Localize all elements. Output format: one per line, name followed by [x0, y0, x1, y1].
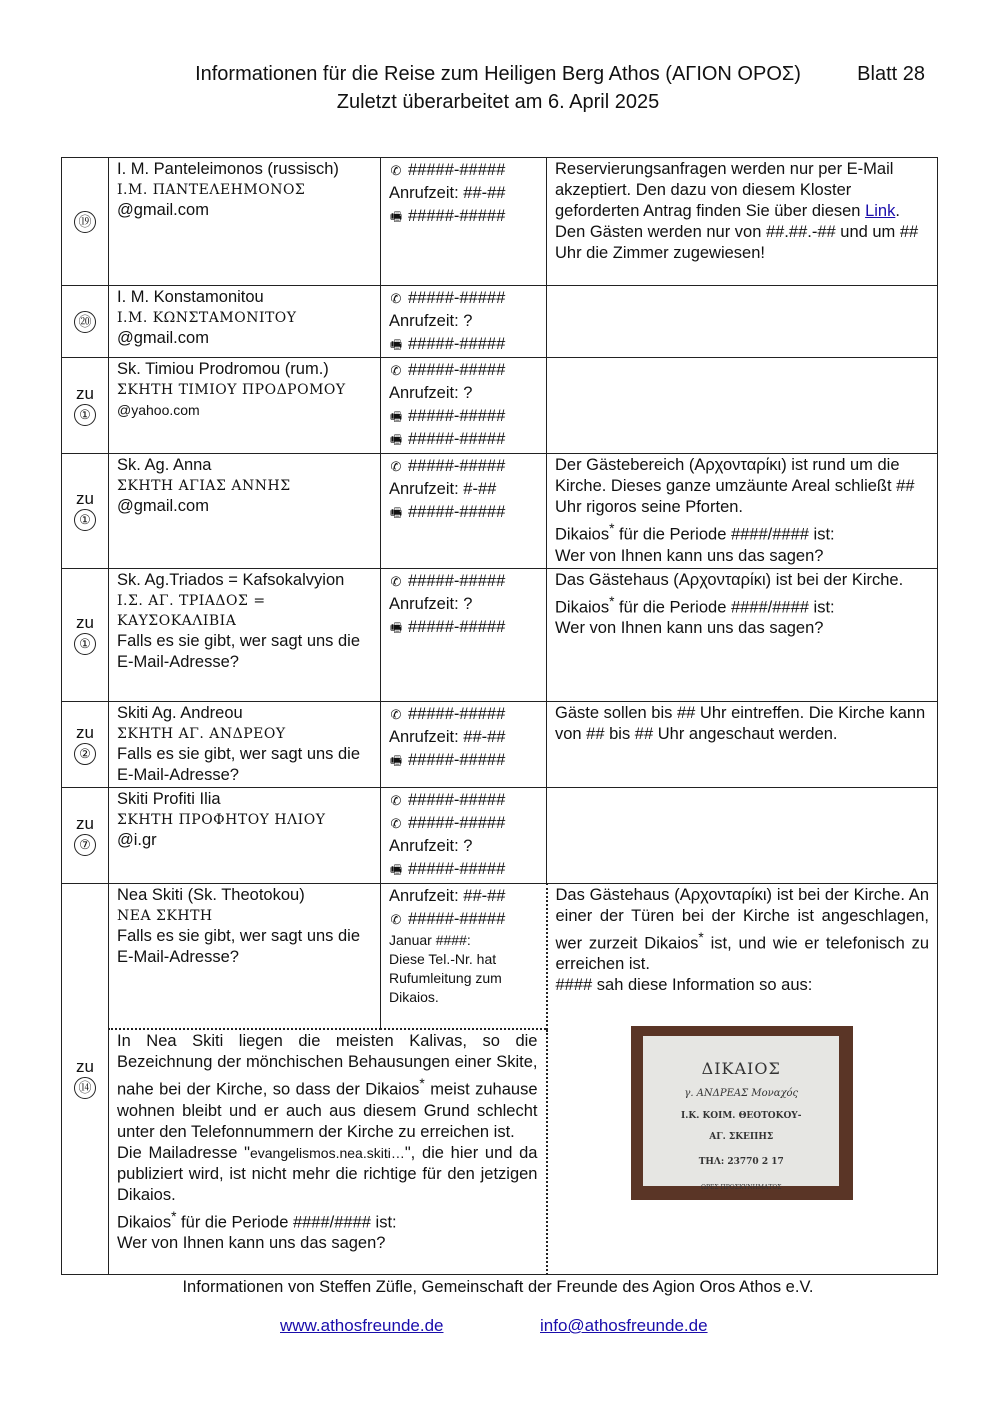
- contact-cell: [381, 787, 547, 883]
- monastery-cell: [109, 787, 381, 883]
- email-link[interactable]: info@athosfreunde.de: [540, 1316, 708, 1335]
- monastery-cell: [109, 358, 381, 454]
- notes-cell: Gäste sollen bis ## Uhr eintreffen. Die Kirche kann von ## bis ## Uhr angeschaut werden.: [547, 701, 938, 787]
- phone-icon: ✆: [390, 911, 402, 927]
- greek-name: ΣΚΗΤΗ ΑΓ. ΑΝΔΡΕΟΥ: [117, 725, 286, 742]
- fax-icon: 🖷: [389, 432, 403, 447]
- phone-icon: ✆: [390, 706, 402, 722]
- table-row: [62, 286, 938, 358]
- greek-name: ΣΚΗΤΗ ΠΡΟΦΗΤΟΥ ΗΛΙΟΥ: [117, 811, 326, 828]
- monastery-cell: [109, 568, 381, 701]
- table-row: [62, 883, 938, 1029]
- monastery-name: Sk. Ag. Anna: [117, 456, 212, 474]
- phone-icon: ✆: [390, 291, 402, 306]
- monastery-name: Sk. Ag.Triados = Kafsokalvyion: [117, 570, 345, 589]
- monastery-cell: [109, 286, 381, 358]
- greek-name: I.M. ΠΑΝΤΕΛΕΗΜΟΝΟΣ: [117, 182, 306, 198]
- phone-icon: ✆: [390, 573, 402, 589]
- fax-number: #####-#####: [408, 617, 506, 636]
- phone-number: #####-#####: [408, 790, 506, 809]
- row-number: zu ①: [62, 454, 109, 569]
- email: @i.gr: [117, 830, 157, 849]
- greek-name: I.Σ. ΑΓ. ΤΡΙΑΔΟΣ = ΚΑΥΣΟΚΑΛΙΒΙΑ: [117, 592, 266, 629]
- phone-icon: ✆: [390, 163, 402, 178]
- call-time: Anrufzeit: ##-##: [389, 886, 506, 905]
- phone-number: #####-#####: [408, 161, 506, 179]
- notes-cell: Reservierungsanfragen werden nur per E-Mail akzeptiert. Den dazu von diesem Kloster geforderten Antrag finden Sie über diesen Link. Den Gästen werden nur von ##.##.-## und um ## Uhr die Zimmer zugewiesen!: [547, 158, 938, 286]
- email: @yahoo.com: [117, 402, 200, 418]
- call-time: Anrufzeit: ?: [389, 312, 473, 330]
- sheet-number: Blatt 28: [857, 63, 925, 85]
- row-number: zu ⑭: [62, 883, 109, 1274]
- phone-number: #####-#####: [408, 571, 506, 590]
- contact-cell: [381, 883, 547, 1029]
- monastery-name: I. M. Panteleimonos (russisch): [117, 160, 339, 178]
- phone-icon: ✆: [390, 792, 402, 808]
- row-number: ⑲: [62, 158, 109, 286]
- table-row: [62, 454, 938, 569]
- fax-icon: 🖷: [389, 337, 403, 352]
- fax-icon: 🖷: [389, 752, 403, 768]
- call-time: Anrufzeit: ?: [389, 836, 473, 855]
- greek-name: ΣΚΗΤΗ ΑΓΙΑΣ ΑΝΝΗΣ: [117, 478, 291, 494]
- call-time: Anrufzeit: ##-##: [389, 184, 506, 202]
- fax-icon: 🖷: [389, 209, 403, 224]
- email: @gmail.com: [117, 329, 209, 347]
- contact-cell: [381, 358, 547, 454]
- notes-cell: Der Gästebereich (Αρχονταρίκι) ist rund um die Kirche. Dieses ganze umzäunte Areal schließt ## Uhr rigoros seine Pforten. Dikaios* für die Periode ####/#### ist: Wer von Ihnen kann uns das sagen?: [547, 454, 938, 569]
- fax-icon: 🖷: [389, 619, 403, 635]
- table-row: [62, 358, 938, 454]
- monastery-name: I. M. Konstamonitou: [117, 288, 264, 306]
- table-row: [62, 701, 938, 787]
- page-header: [0, 60, 996, 116]
- fax-number: #####-#####: [408, 859, 506, 878]
- row-number: zu ⑦: [62, 787, 109, 883]
- monastery-name: Sk. Timiou Prodromou (rum.): [117, 360, 329, 378]
- monastery-name: Nea Skiti (Sk. Theotokou): [117, 885, 305, 904]
- notes-cell: [547, 787, 938, 883]
- fax-number: #####-#####: [408, 750, 506, 769]
- fax-number: #####-#####: [408, 207, 506, 225]
- contact-cell: [381, 286, 547, 358]
- email-question: Falls es sie gibt, wer sagt uns die E-Mail-Adresse?: [117, 744, 361, 784]
- phone-number: #####-#####: [408, 457, 506, 475]
- phone-number: #####-#####: [408, 909, 506, 928]
- footer-text: Informationen von Steffen Züfle, Gemeinschaft der Freunde des Agion Oros Athos e.V.: [182, 1278, 814, 1296]
- phone-icon: ✆: [390, 815, 402, 831]
- call-time: Anrufzeit: ?: [389, 594, 473, 613]
- website-link[interactable]: www.athosfreunde.de: [280, 1316, 444, 1335]
- application-link[interactable]: Link: [865, 202, 896, 220]
- row-number: zu ①: [62, 568, 109, 701]
- greek-name: I.M. ΚΩΝΣΤΑΜΟΝΙΤΟΥ: [117, 310, 297, 326]
- contact-cell: [381, 158, 547, 286]
- page-title: Informationen für die Reise zum Heiligen Berg Athos (ΑΓΙΟΝ ΟΡΟΣ): [195, 63, 801, 85]
- row-number: zu ②: [62, 701, 109, 787]
- contact-cell: [381, 701, 547, 787]
- contact-cell: [381, 454, 547, 569]
- email: @gmail.com: [117, 497, 209, 515]
- email-question: Falls es sie gibt, wer sagt uns die E-Mail-Adresse?: [117, 631, 361, 671]
- phone-number: #####-#####: [408, 704, 506, 723]
- monastery-name: Skiti Profiti Ilia: [117, 789, 221, 808]
- monastery-table: [61, 157, 938, 1275]
- greek-name: ΝΕΑ ΣΚΗΤΗ: [117, 907, 213, 924]
- call-time: Anrufzeit: ?: [389, 384, 473, 402]
- table-row: [62, 568, 938, 701]
- contact-cell: [381, 568, 547, 701]
- email: @gmail.com: [117, 201, 209, 219]
- phone-number: #####-#####: [408, 813, 506, 832]
- table-row: [62, 787, 938, 883]
- email-question: Falls es sie gibt, wer sagt uns die E-Mail-Adresse?: [117, 926, 361, 966]
- notes-cell: Das Gästehaus (Αρχονταρίκι) ist bei der Kirche. An einer der Türen bei der Kirche ist angeschlagen, wer zurzeit Dikaios* ist, und wie er telefonisch zu erreichen ist. #### sah diese Information so aus: ΔΙΚΑΙΟΣ γ. ΑΝΔΡΕΑΣ Μοναχός I.K. ΚΟΙΜ. ΘΕΟΤΟΚΟΥ- ΑΓ. ΣΚΕΠΗΣ ΤΗΛ: 23770 2 17 ΩΡΕΣ ΠΡΟΣΚΥΝΗΜΑΤΟΣ: [547, 883, 938, 1274]
- last-updated: Zuletzt überarbeitet am 6. April 2025: [336, 91, 660, 113]
- notes-cell: [547, 286, 938, 358]
- row-number: zu ①: [62, 358, 109, 454]
- monastery-cell: [109, 701, 381, 787]
- phone-number: #####-#####: [408, 361, 506, 379]
- monastery-cell: [109, 454, 381, 569]
- fax-number: #####-#####: [408, 407, 506, 425]
- fax-icon: 🖷: [389, 409, 403, 424]
- monastery-cell: [109, 158, 381, 286]
- fax-number: #####-#####: [408, 335, 506, 353]
- redirect-note: Diese Tel.-Nr. hat Rufumleitung zum Dikaios.: [389, 950, 502, 1005]
- fax-icon: 🖷: [389, 861, 403, 877]
- phone-icon: ✆: [390, 363, 402, 378]
- phone-icon: ✆: [390, 459, 402, 474]
- fax-icon: 🖷: [389, 505, 403, 520]
- fax-number: #####-#####: [408, 503, 506, 521]
- call-time: Anrufzeit: #-##: [389, 480, 497, 498]
- notes-cell: Das Gästehaus (Αρχονταρίκι) ist bei der Kirche. Dikaios* für die Periode ####/#### ist: Wer von Ihnen kann uns das sagen?: [547, 568, 938, 701]
- greek-name: ΣΚΗΤΗ ΤΙΜΙΟΥ ΠΡΟΔΡΟΜΟΥ: [117, 382, 346, 398]
- monastery-cell: [109, 883, 381, 1029]
- dikaios-sign-photo: ΔΙΚΑΙΟΣ γ. ΑΝΔΡΕΑΣ Μοναχός I.K. ΚΟΙΜ. ΘΕΟΤΟΚΟΥ- ΑΓ. ΣΚΕΠΗΣ ΤΗΛ: 23770 2 17 ΩΡΕΣ ΠΡΟΣΚΥΝΗΜΑΤΟΣ: [631, 1026, 853, 1200]
- call-time: Anrufzeit: ##-##: [389, 727, 506, 746]
- redirect-date: Januar ####:: [389, 931, 471, 948]
- monastery-name: Skiti Ag. Andreou: [117, 703, 243, 722]
- nea-skiti-description: In Nea Skiti liegen die meisten Kalivas, so die Bezeichnung der mönchischen Behausungen einer Skite, nahe bei der Kirche, so dass der Dikaios* meist zuhause wohnen bleibt und er auch aus diesem Grund schlecht unter den Telefonnummern der Kirche zu erreichen ist. Die Mailadresse "evangelismos.nea.skiti…", die hier und da publiziert wird, ist nicht mehr die richtige für den jetzigen Dikaios. Dikaios* für die Periode ####/#### ist: Wer von Ihnen kann uns das sagen?: [109, 1029, 547, 1274]
- fax-number: #####-#####: [408, 430, 506, 448]
- row-number: ⑳: [62, 286, 109, 358]
- notes-cell: [547, 358, 938, 454]
- table-row: [62, 158, 938, 286]
- phone-number: #####-#####: [408, 289, 506, 307]
